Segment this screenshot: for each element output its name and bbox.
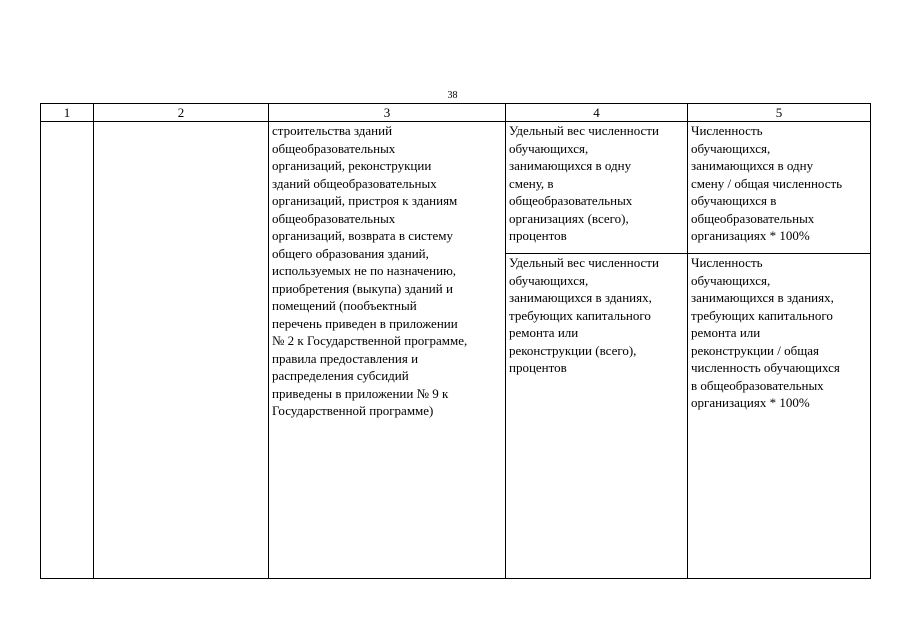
cell-indicator [506,122,688,254]
indicator-text: Удельный вес численности обучающихся, занимающихся в одну смену, в общеобразовательных организациях (всего), процентов [509,123,659,243]
indicator-text: Удельный вес численности обучающихся, занимающихся в зданиях, требующих капитального ремонта или реконструкции (всего), процентов [509,255,659,375]
cell-col-1 [41,122,94,579]
indicator-table [40,103,871,579]
measure-description: строительства зданий общеобразовательных организаций, реконструкции зданий общеобразовательных организаций, пристроя к зданиям общеобразовательных организаций, возврата в систему общего образования зданий, используемых не по назначению, приобретения (выкупа) зданий и помещений (пообъектный перечень приведен в приложении № 2 к Государственной программе, правила предоставления и распределения субсидий приведены в приложении № 9 к Государственной программе) [272,123,468,418]
column-header-3: 3 [269,104,506,122]
cell-indicator [506,254,688,579]
table-header-row [41,104,871,122]
page-number: 38 [447,90,458,101]
cell-col-2 [94,122,269,579]
column-header-2: 2 [94,104,269,122]
formula-text: Численность обучающихся, занимающихся в зданиях, требующих капитального ремонта или реконструкции / общая численность обучающихся в общеобразовательных организациях * 100% [691,255,840,410]
cell-formula [688,254,871,579]
table-row [41,122,871,254]
column-header-4: 4 [506,104,688,122]
formula-text: Численность обучающихся, занимающихся в одну смену / общая численность обучающихся в общеобразовательных организациях * 100% [691,123,843,243]
cell-col-3 [269,122,506,579]
cell-formula [688,122,871,254]
column-header-5: 5 [688,104,871,122]
column-header-1: 1 [41,104,94,122]
